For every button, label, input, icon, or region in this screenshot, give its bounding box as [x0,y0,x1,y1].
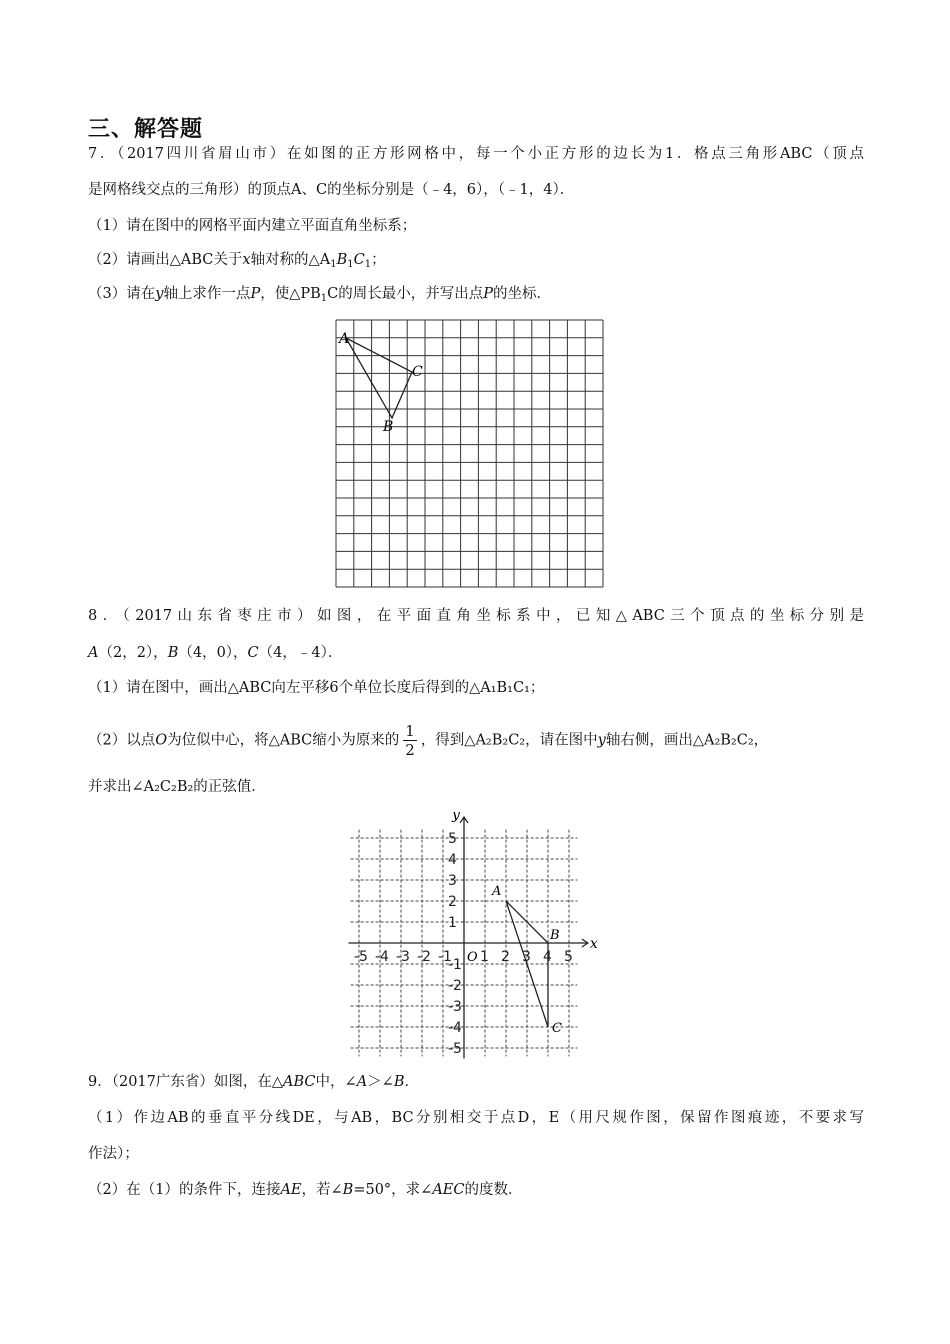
q9-part2-b: B [342,1182,354,1198]
q8-y-tick-label: -5 [448,1041,462,1057]
q9-line1-a: 9．（2017广东省）如图，在△ [88,1074,284,1090]
q8-x-tick-label: 4 [543,949,552,965]
q8-origin-label: O [467,950,478,965]
q9-part1: （1）作边AB的垂直平分线DE，与AB，BC分别相交于点D，E（用尺规作图，保留作图痕迹，不要求写 [88,1110,864,1126]
q8-part3: 并求出∠A₂C₂B₂的正弦值． [88,779,266,795]
q8-point-c: C [247,645,259,661]
q8-line2 [88,642,342,664]
q8-line1: 8．（2017山东省枣庄市）如图，在平面直角坐标系中，已知△ABC三个顶点的坐标分别是 [88,608,864,624]
q8-point-b: B [167,645,179,661]
q7-line2: 是网格线交点的三角形）的顶点A、C的坐标分别是（﹣4，6），（﹣1，4）． [88,182,575,198]
q9-part2-c: ，若∠ [301,1182,343,1198]
q8-y-tick-label: -1 [448,957,462,973]
q8-x-axis-label: x [589,936,598,952]
q8-x-tick-label: -5 [354,949,368,965]
q9-line1-abc: ABC [283,1074,316,1090]
q8-label-b: B [550,928,560,943]
q7-grid-figure [326,314,616,594]
q8-y-tick-label: 4 [448,852,457,868]
q9-part1-cont: 作法）； [88,1146,139,1162]
q8-coord-b: （4，0）， [178,645,248,661]
q7-text-1: ．（2017四川省眉山市）在如图的正方形网格中，每一个小正方形的边长为1．格点三角形ABC（顶点 [97,146,864,162]
q8-part2-o: O [155,732,168,749]
q7-part2-x: x [242,252,251,268]
q8-y-tick-label: 1 [448,915,457,931]
q7-number: 7 [88,146,98,162]
q9-line1-b: B [393,1074,405,1090]
q8-coord-c: （4，﹣4）． [258,645,343,661]
q9-line1-e: ＞∠ [367,1074,394,1090]
q7-part3-p: P [250,286,261,302]
q8-frac-num: 1 [405,722,415,740]
q8-x-tick-label: -4 [375,949,389,965]
q9-line1 [88,1071,419,1093]
q7-part2-c: 轴对称的△A [250,252,331,268]
q8-fraction [403,722,417,759]
q9-line1-a2: A [356,1074,368,1090]
q7-part3-c: 轴上求作一点 [163,286,251,302]
q9-line1-g: ． [404,1074,419,1090]
q8-part1: （1）请在图中，画出△ABC向左平移6个单位长度后得到的△A₁B₁C₁； [88,680,545,696]
q8-part2-a: （2）以点 [88,732,156,749]
q7-part3-f: C的周长最小，并写出点 [327,286,484,302]
q7-part2: （2）请画出△ABC关于x轴对称的$\triangle A_1B_1C_1$； [88,252,386,270]
q8-x-tick-label: -1 [438,949,452,965]
q8-x-tick-label: -3 [396,949,410,965]
q8-y-tick-label: -3 [448,999,462,1015]
q7-triangle [346,338,412,418]
q8-label-a: A [492,884,502,899]
q8-y-tick-label: 3 [448,873,457,889]
q7-part1: （1）请在图中的网格平面内建立平面直角坐标系； [88,218,417,234]
q8-y-axis-label: y [452,812,460,823]
q8-coord-a: （2，2）， [98,645,168,661]
q7-part3: （3）请在y轴上求作一点P，使$\triangle PB_1C$的周长最小，并写出点P的坐标． [88,286,552,304]
q7-label-b: B [383,419,394,435]
q9-part2 [88,1179,522,1201]
q8-coordinate-figure [340,812,610,1062]
q8-y-tick-label: 2 [448,894,457,910]
q9-part2-g: 的度数． [464,1182,523,1198]
q9-part2-aec: AEC [432,1182,465,1198]
q8-x-tick-label: 5 [564,949,573,965]
q9-line1-c: 中，∠ [315,1074,357,1090]
q7-part2-a: （2）请画出△ABC关于 [88,252,243,268]
q7-grid-lines [336,320,603,587]
q9-part2-a: （2）在（1）的条件下，连接 [88,1182,281,1198]
q8-x-tick-label: 2 [501,949,510,965]
q8-part2-c: 为位似中心，将△ABC缩小为原来的 [167,732,400,749]
q7-part3-h: 的坐标． [493,286,552,302]
q7-line1 [88,143,864,165]
q8-label-c: C [552,1021,562,1036]
q7-label-c: C [412,364,423,380]
q7-label-a: A [339,331,350,347]
q8-x-tick-label: 3 [522,949,531,965]
q8-y-tick-label: -2 [448,978,462,994]
q9-part2-e: =50°，求∠ [353,1182,433,1198]
q8-x-tick-label: -2 [417,949,431,965]
q8-x-tick-label: 1 [480,949,489,965]
q8-y-tick-label: 5 [448,831,457,847]
q8-y-tick-label: -4 [448,1020,462,1036]
q7-part3-a: （3）请在 [88,286,156,302]
q7-part3-p2: P [483,286,494,302]
q8-part2 [88,722,768,759]
q7-part3-e: ，使△PB [260,286,321,302]
q8-point-a: A [88,645,99,661]
section-title: 三、解答题 [88,117,204,142]
q8-part2-d: ，得到△A₂B₂C₂，请在图中 [420,732,598,749]
q9-part2-ae: AE [280,1182,302,1198]
q8-part2-y: y [597,732,606,749]
q8-part2-f: 轴右侧，画出△A₂B₂C₂， [605,732,769,749]
q8-frac-den: 2 [405,741,415,759]
q7-part3-y: y [155,286,164,302]
